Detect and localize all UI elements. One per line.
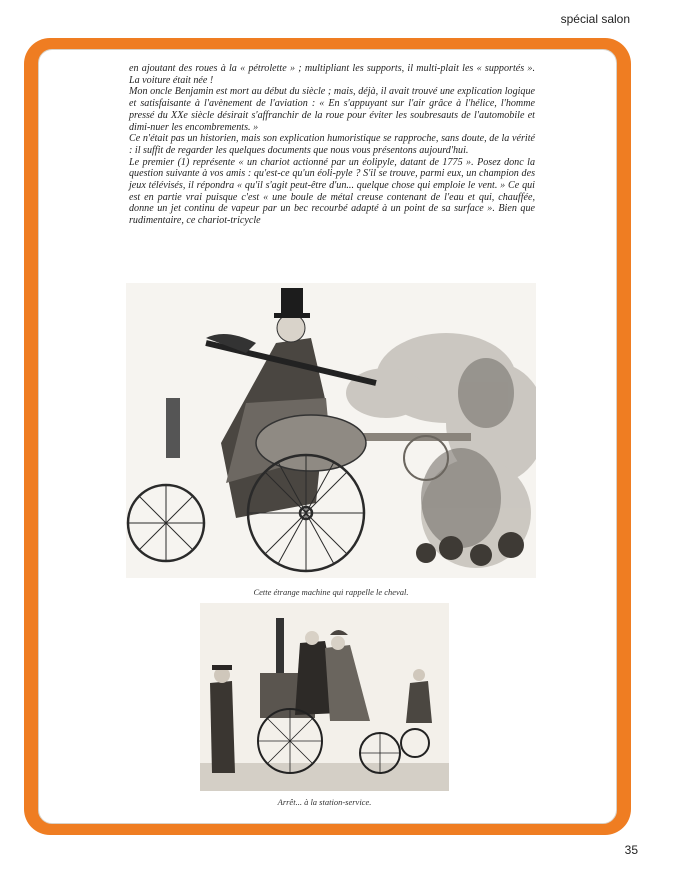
engraving-steam-tricycle: [126, 283, 536, 578]
figure-caption: Cette étrange machine qui rappelle le cheval.: [253, 587, 409, 597]
paragraph: Ce n'était pas un historien, mais son explication humoristique se rapproche, sans doute, de la vérité : il suffit de regarder les quelques documents que nous vous présentons aujourd'hui.: [129, 133, 535, 156]
paragraph: Mon oncle Benjamin est mort au début du siècle ; mais, déjà, il avait trouvé une explication logique et satisfaisante à l'avènement de l'aviation : « En s'appuyant sur l'air grâce à l'hélice, l'homme pressé du XXe siècle désirait s'affranchir de la roue pour éviter les soubresauts de l'automobile et dimi-nuer les encombrements. »: [129, 86, 535, 133]
article-text: [129, 63, 535, 227]
page-number: 35: [624, 843, 638, 857]
figure-caption: Arrêt... à la station-service.: [277, 797, 372, 807]
engraving-service-station: [200, 603, 449, 791]
paragraph: Le premier (1) représente « un chariot actionné par un éolipyle, datant de 1775 ». Posez donc la question suivante à vos amis : qu'est-ce qu'un éoli-pyle ? S'il se trouve, parmi eux, un champion des jeux télévisés, il répondra « qu'il s'agit peut-être d'un... quelque chose qui emploie le vent. » Ce qui est en partie vrai puisque c'est « une boule de métal creuse contenant de l'eau et qui, chauffée, donne un jet continu de vapeur par un bec recourbé adapté à un point de sa surface ». Bien que rudimentaire, ce chariot-tricycle: [129, 156, 535, 227]
section-header: spécial salon: [560, 12, 630, 26]
paragraph: en ajoutant des roues à la « pétrolette » ; multipliant les supports, il multi-plait les « supportés ». La voiture était née !: [129, 63, 535, 86]
